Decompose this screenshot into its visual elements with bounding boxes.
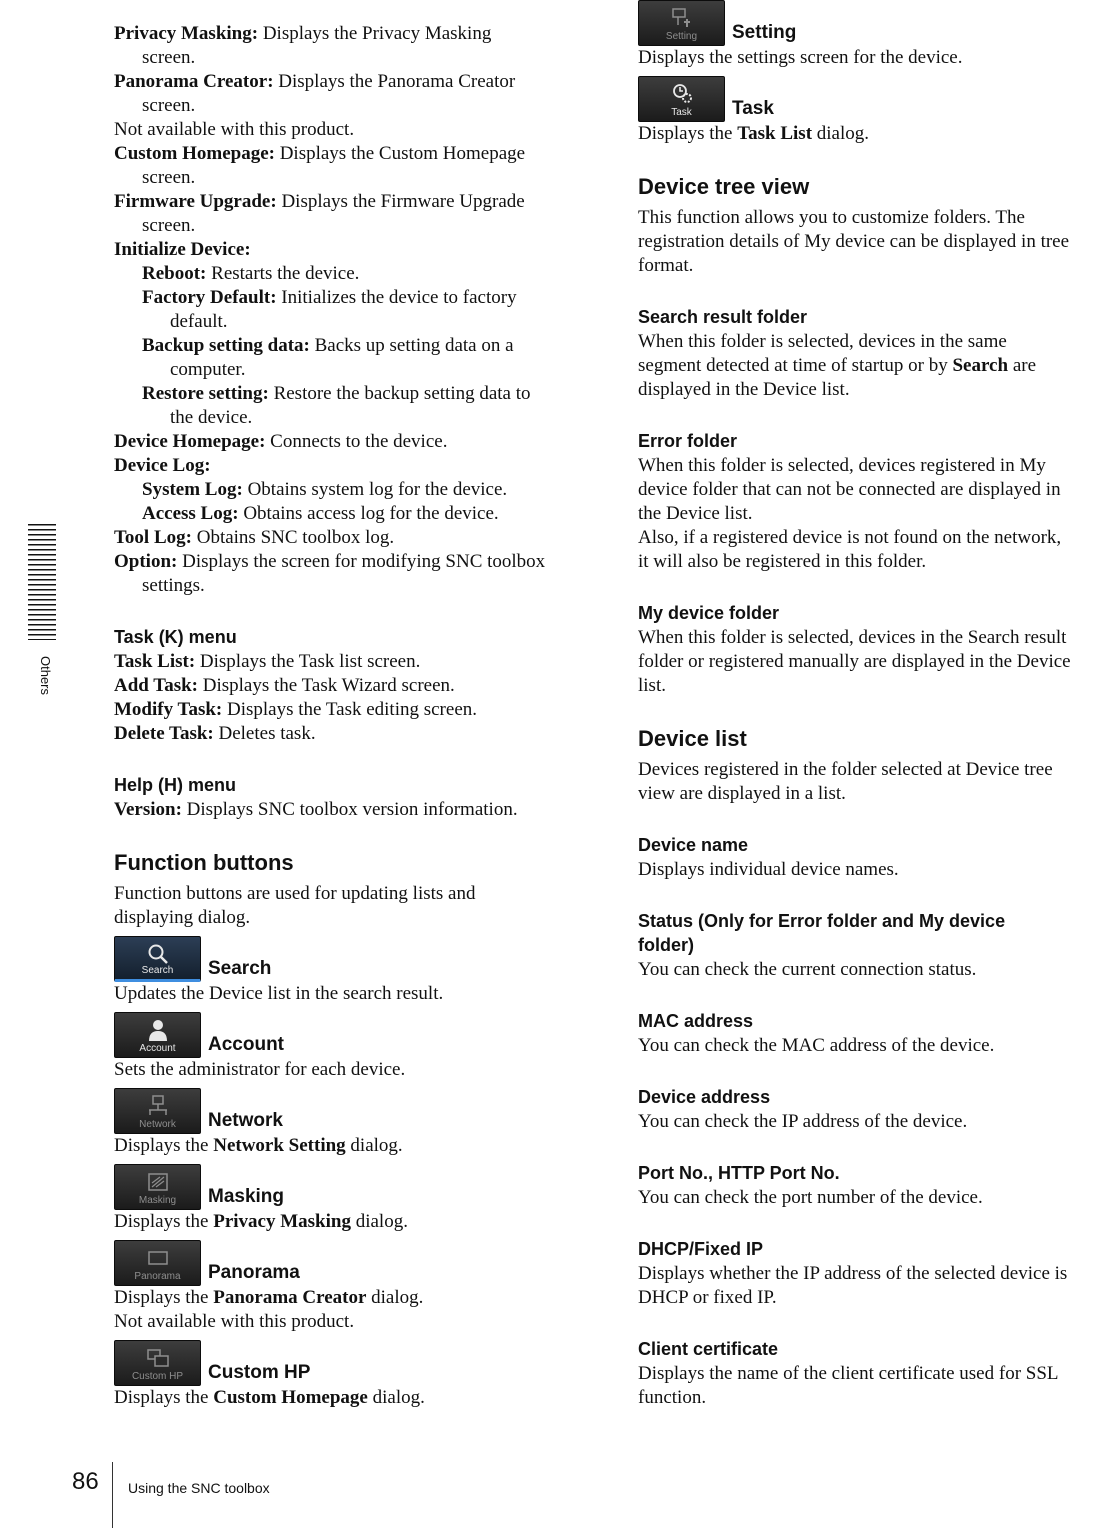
text-line: You can check the current connection status. [638, 959, 977, 980]
text-line: Access Log: Obtains access log for the device. [142, 503, 499, 524]
setting-icon [670, 6, 694, 30]
text-line: the Device list. [638, 503, 753, 524]
text-line: Sets the administrator for each device. [114, 1059, 406, 1080]
text-line: Not available with this product. [114, 1311, 355, 1332]
text-line: Backup setting data: Backs up setting data on a [142, 335, 514, 356]
subheading-search-result-folder: Search result folder [638, 307, 808, 327]
button-title: Task [732, 98, 774, 119]
side-tab-label: Others [38, 655, 54, 696]
text-line: System Log: Obtains system log for the device. [142, 479, 508, 500]
text-line: Option: Displays the screen for modifying SNC toolbox [114, 551, 546, 572]
footer-section-title: Using the SNC toolbox [128, 1480, 270, 1496]
subheading-dhcp-fixed-ip: DHCP/Fixed IP [638, 1239, 764, 1259]
masking-button-image [114, 1164, 201, 1210]
text-line: screen. [142, 47, 196, 68]
text-line: Add Task: Displays the Task Wizard screen. [114, 675, 455, 696]
text-line: Displays the Privacy Masking dialog. [114, 1211, 408, 1232]
text-line: default. [170, 311, 228, 332]
text-line: Displays individual device names. [638, 859, 899, 880]
text-line: settings. [142, 575, 205, 596]
button-title: Custom HP [208, 1362, 311, 1383]
subheading-my-device-folder: My device folder [638, 603, 780, 623]
subheading-mac-address: MAC address [638, 1011, 754, 1031]
text-line: Displays the Network Setting dialog. [114, 1135, 403, 1156]
text-line: Panorama Creator: Displays the Panorama Creator [114, 71, 516, 92]
user-icon [146, 1018, 170, 1042]
section-heading-help-menu: Help (H) menu [114, 775, 237, 795]
task-button-image [638, 76, 725, 122]
search-button-image [114, 936, 201, 982]
text-line: Initialize Device: [114, 239, 251, 260]
text-line: Updates the Device list in the search result. [114, 983, 444, 1004]
text-line: Displays whether the IP address of the selected device is [638, 1263, 1068, 1284]
text-line: Device Homepage: Connects to the device. [114, 431, 448, 452]
text-line: You can check the MAC address of the device. [638, 1035, 995, 1056]
section-heading-device-tree-view: Device tree view [638, 174, 810, 199]
text-line: You can check the port number of the device. [638, 1187, 983, 1208]
button-title: Panorama [208, 1262, 300, 1283]
button-label: Panorama [134, 1271, 181, 1282]
panorama-icon [146, 1246, 170, 1270]
section-heading-function-buttons: Function buttons [114, 850, 294, 875]
text-line: displaying dialog. [114, 907, 251, 928]
section-heading-device-list: Device list [638, 726, 747, 751]
text-line: Restore setting: Restore the backup setting data to [142, 383, 531, 404]
text-line: Delete Task: Deletes task. [114, 723, 316, 744]
search-icon [146, 942, 170, 966]
page-number: 86 [72, 1468, 99, 1495]
button-title: Account [208, 1034, 284, 1055]
text-line: screen. [142, 215, 196, 236]
button-label: Task [671, 107, 692, 118]
side-tab-marker [28, 524, 56, 640]
text-line: Privacy Masking: Displays the Privacy Masking [114, 23, 492, 44]
network-icon [146, 1094, 170, 1118]
text-line: Device Log: [114, 455, 211, 476]
text-line: Firmware Upgrade: Displays the Firmware Upgrade [114, 191, 525, 212]
button-label: Account [139, 1043, 176, 1054]
subheading-status: Status (Only for Error folder and My device [638, 911, 1006, 931]
text-line: view are displayed in a list. [638, 783, 846, 804]
button-title: Masking [208, 1186, 285, 1207]
panorama-button-image [114, 1240, 201, 1286]
text-line: Custom Homepage: Displays the Custom Homepage [114, 143, 526, 164]
button-title: Setting [732, 22, 797, 43]
text-line: Task List: Displays the Task list screen. [114, 651, 421, 672]
text-line: device folder that can not be connected are displayed in [638, 479, 1061, 500]
subheading-error-folder: Error folder [638, 431, 738, 451]
text-line: You can check the IP address of the device. [638, 1111, 968, 1132]
text-line: Displays the settings screen for the device. [638, 47, 963, 68]
text-line: Not available with this product. [114, 119, 355, 140]
text-line: screen. [142, 95, 196, 116]
text-line: folder or registered manually are displayed in the Device [638, 651, 1071, 672]
subheading-device-address: Device address [638, 1087, 771, 1107]
section-heading-task-menu: Task (K) menu [114, 627, 237, 647]
text-line: computer. [170, 359, 246, 380]
text-line: Function buttons are used for updating lists and [114, 883, 476, 904]
text-line: Version: Displays SNC toolbox version information. [114, 799, 518, 820]
text-line: When this folder is selected, devices in the same [638, 331, 1007, 352]
text-line: Modify Task: Displays the Task editing screen. [114, 699, 477, 720]
button-label: Setting [665, 31, 698, 42]
subheading-status-cont: folder) [638, 935, 694, 955]
text-line: Also, if a registered device is not found on the network, [638, 527, 1062, 548]
text-line: Factory Default: Initializes the device to factory [142, 287, 517, 308]
text-line: Displays the Custom Homepage dialog. [114, 1387, 425, 1408]
subheading-port-no: Port No., HTTP Port No. [638, 1163, 840, 1183]
text-line: screen. [142, 167, 196, 188]
setting-button-image [638, 0, 725, 46]
footer-divider [112, 1462, 113, 1528]
text-line: registration details of My device can be displayed in tree [638, 231, 1070, 252]
text-line: displayed in the Device list. [638, 379, 850, 400]
network-button-image [114, 1088, 201, 1134]
text-line: Displays the Panorama Creator dialog. [114, 1287, 424, 1308]
text-line: format. [638, 255, 694, 276]
masking-icon [146, 1170, 170, 1194]
subheading-device-name: Device name [638, 835, 749, 855]
text-line: segment detected at time of startup or by Search are [638, 355, 1037, 376]
task-icon [670, 82, 694, 106]
text-line: When this folder is selected, devices in the Search result [638, 627, 1067, 648]
text-line: Displays the Task List dialog. [638, 123, 870, 144]
text-line: DHCP or fixed IP. [638, 1287, 777, 1308]
text-line: This function allows you to customize folders. The [638, 207, 1025, 228]
text-line: list. [638, 675, 666, 696]
subheading-client-certificate: Client certificate [638, 1339, 779, 1359]
button-label: Search [141, 965, 174, 976]
custom-hp-button-image [114, 1340, 201, 1386]
text-line: the device. [170, 407, 253, 428]
button-title: Network [208, 1110, 283, 1131]
button-label: Custom HP [131, 1371, 184, 1382]
custom-homepage-icon [146, 1346, 170, 1370]
button-title: Search [208, 958, 272, 979]
text-line: Reboot: Restarts the device. [142, 263, 360, 284]
text-line: function. [638, 1387, 707, 1408]
button-label: Masking [138, 1195, 177, 1206]
text-line: Tool Log: Obtains SNC toolbox log. [114, 527, 395, 548]
text-line: Displays the name of the client certificate used for SSL [638, 1363, 1059, 1384]
account-button-image [114, 1012, 201, 1058]
text-line: it will also be registered in this folder. [638, 551, 927, 572]
button-label: Network [139, 1119, 176, 1130]
text-line: Devices registered in the folder selected at Device tree [638, 759, 1053, 780]
text-line: When this folder is selected, devices registered in My [638, 455, 1046, 476]
